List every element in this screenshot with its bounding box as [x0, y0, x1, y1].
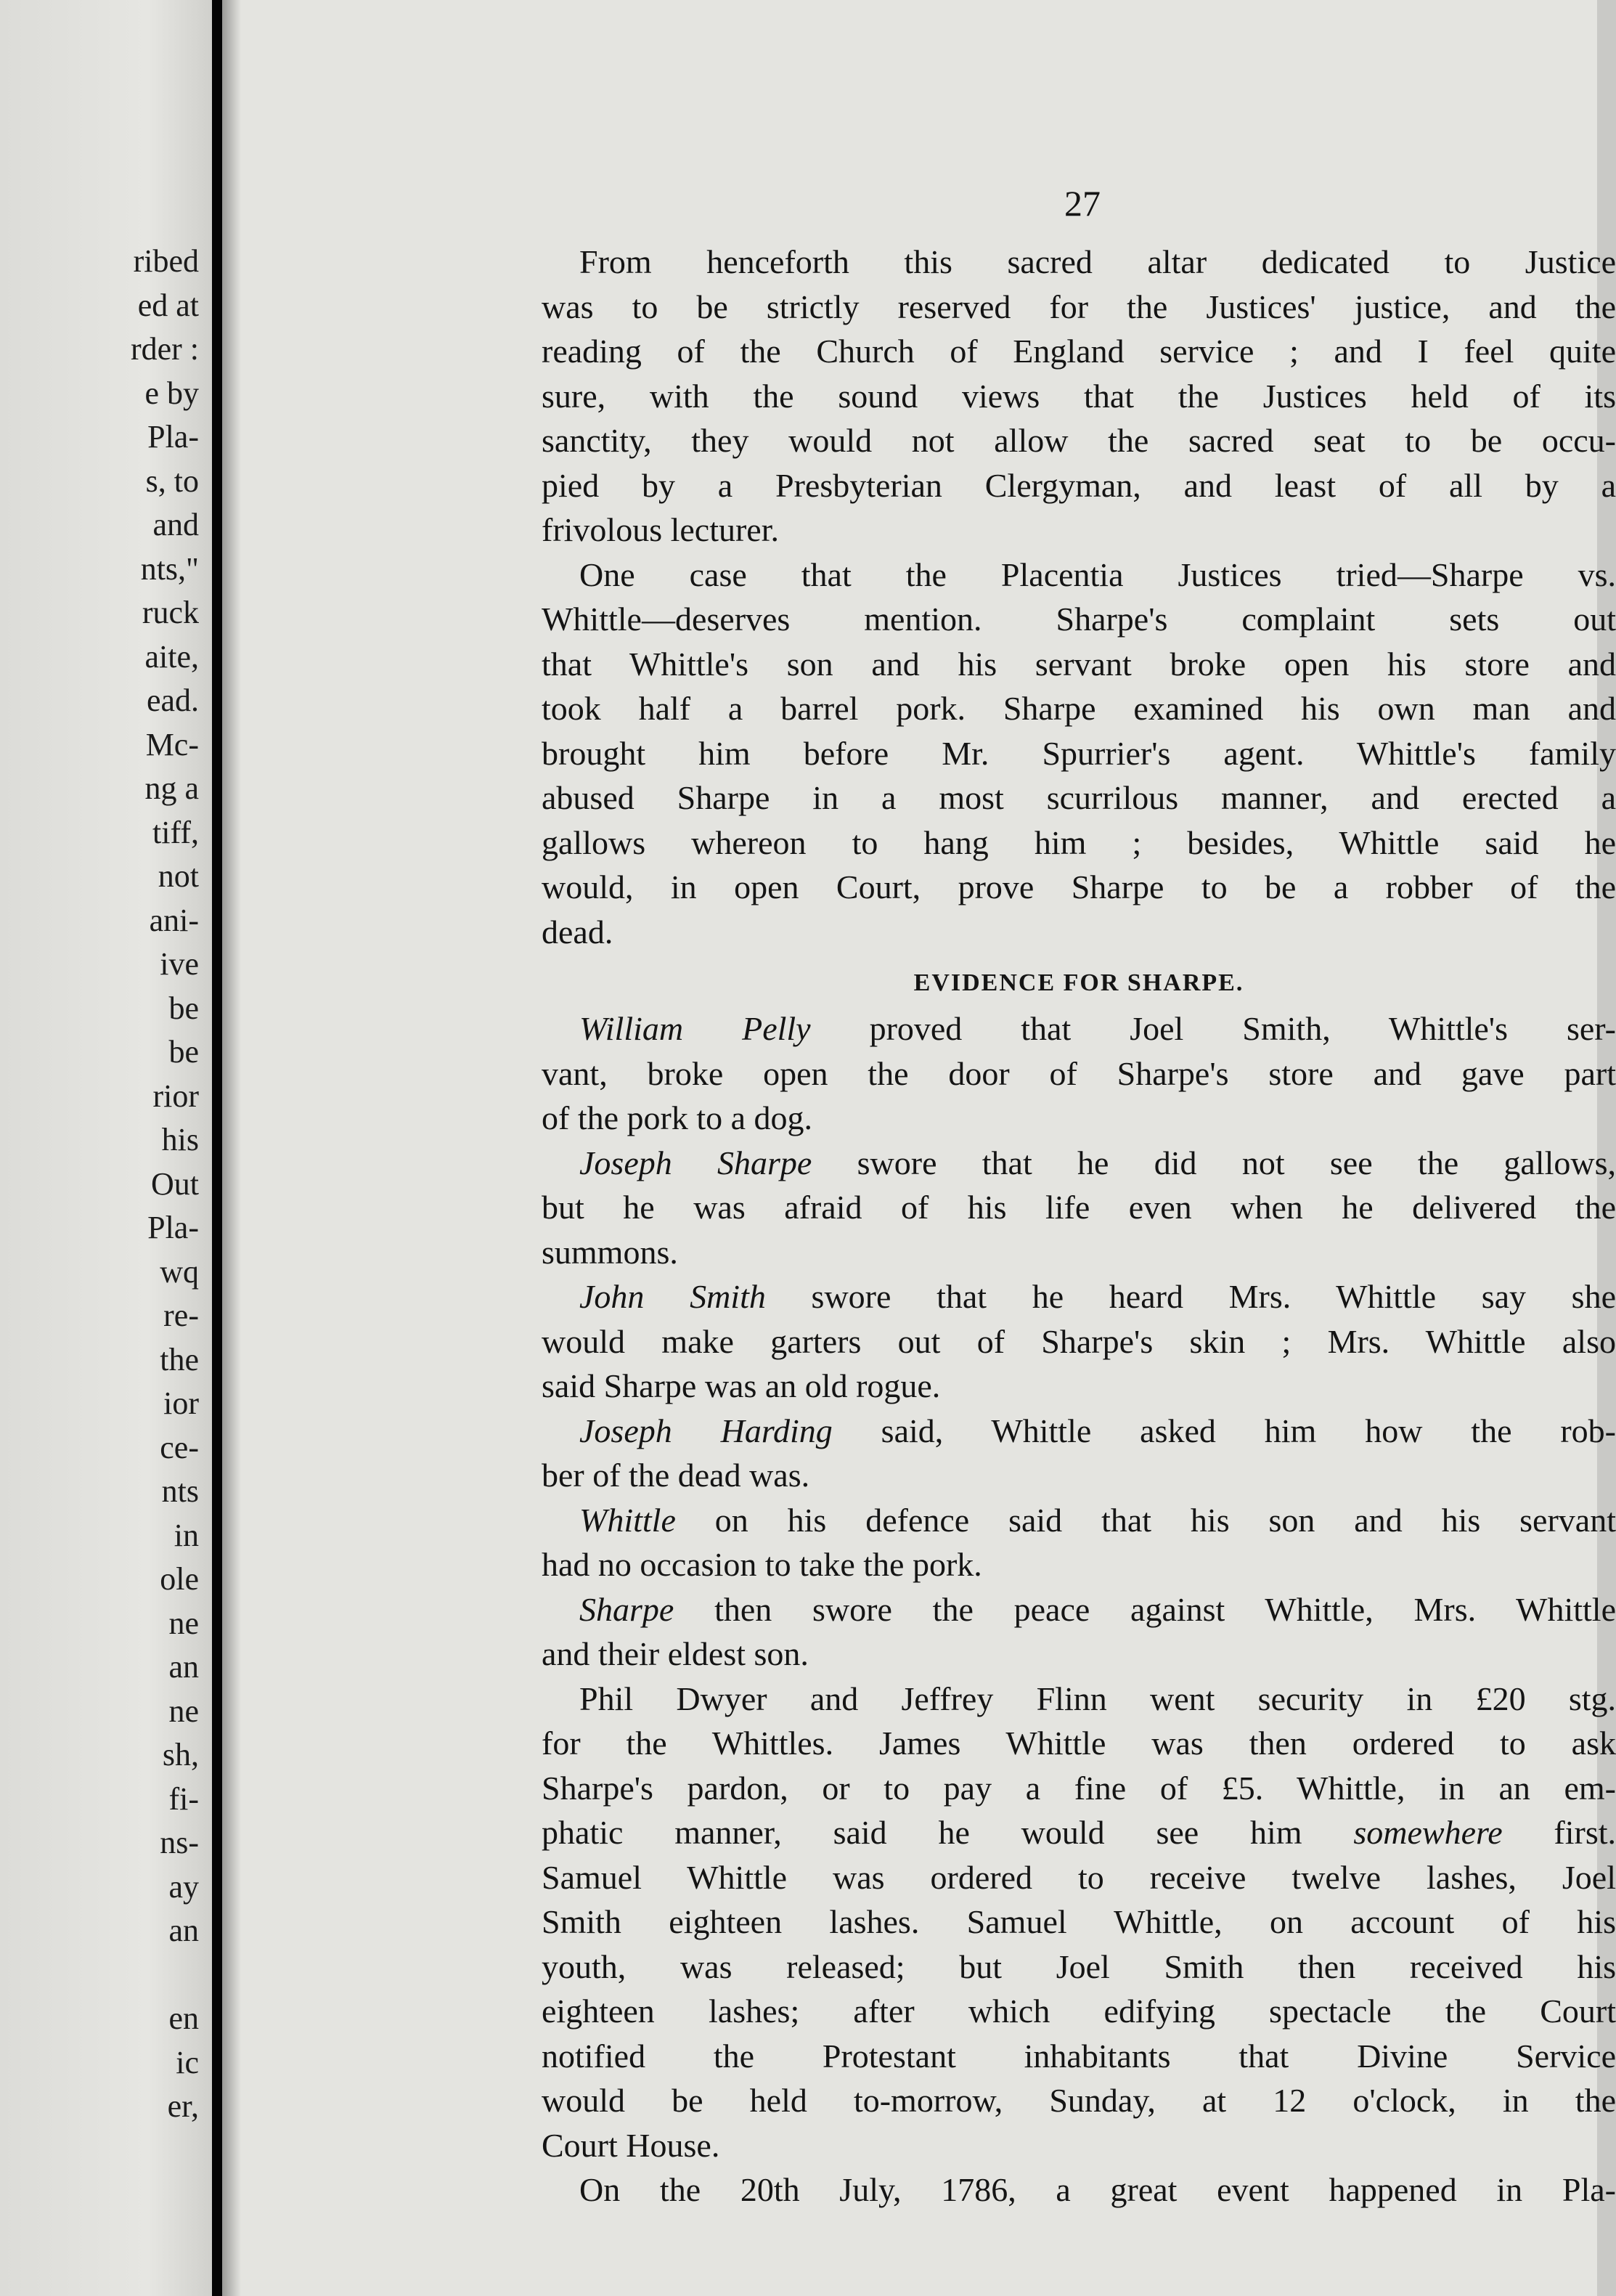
text-line: Phil Dwyer and Jeffrey Flinn went security in £20 stg. [579, 1680, 1616, 1717]
text-line: and their eldest son. [542, 1635, 809, 1672]
line-text: then swore the peace against Whittle, Mrs. Whittle [674, 1590, 1616, 1628]
text-line: reading of the Church of England service ; and I feel quite [542, 333, 1616, 370]
text-line: Smith eighteen lashes. Samuel Whittle, on account of his [542, 1903, 1616, 1940]
text-line: Court House. [542, 2126, 720, 2164]
text-line [542, 1587, 1616, 1632]
left-page-fragment: Mc- [145, 726, 199, 762]
evidence-joseph-sharpe [542, 1141, 1616, 1275]
line-text: phatic manner, said he would see him [542, 1814, 1354, 1851]
text-line: summons. [542, 1233, 678, 1271]
left-page-fragment [131, 1953, 199, 1998]
text-line [542, 1498, 1616, 1543]
left-page-fragment: re- [163, 1298, 199, 1333]
left-page-fragment: ribed [133, 243, 199, 279]
left-page-fragment: wq [160, 1253, 199, 1290]
emphasis-text: somewhere [1353, 1814, 1503, 1851]
text-line: On the 20th July, 1786, a great event happened in Pla- [579, 2171, 1616, 2208]
left-page-fragment: his [161, 1122, 199, 1157]
text-line: would make garters out of Sharpe's skin ; Mrs. Whittle also [542, 1322, 1616, 1360]
text-line: youth, was released; but Joel Smith then received his [542, 1947, 1616, 1985]
left-page-fragment: rder : [130, 331, 199, 367]
evidence-whittle [542, 1498, 1616, 1587]
left-page-fragment: ay [168, 1868, 199, 1905]
left-page-fragment: ani- [149, 902, 199, 938]
left-page-fragment: not [158, 858, 199, 894]
left-facing-page [0, 0, 212, 2296]
left-page-fragment: ed at [137, 287, 199, 323]
left-page-fragment: and [152, 507, 199, 542]
evidence-joseph-harding [542, 1409, 1616, 1498]
speaker-name: William Pelly [579, 1010, 811, 1047]
text-line: gallows whereon to hang him ; besides, Whittle said he [542, 823, 1616, 861]
page-number: 27 [1064, 183, 1101, 224]
left-page-fragment: ng a [144, 770, 199, 806]
body-text [542, 240, 1616, 2212]
line-text: first. [1502, 1814, 1616, 1851]
left-page-fragment: Out [151, 1165, 199, 1202]
text-line: said Sharpe was an old rogue. [542, 1367, 941, 1404]
left-page-fragment: rior [152, 1078, 199, 1114]
speaker-name: Sharpe [579, 1590, 674, 1628]
text-line [542, 1274, 1616, 1319]
line-text: proved that Joel Smith, Whittle's ser- [810, 1010, 1616, 1047]
text-line: had no occasion to take the pork. [542, 1546, 982, 1583]
left-page-fragment: fi- [168, 1780, 199, 1817]
text-line [542, 1006, 1616, 1051]
text-line [542, 1141, 1616, 1186]
text-line [542, 1409, 1616, 1454]
text-line: would be held to-morrow, Sunday, at 12 o'clock, in the [542, 2082, 1616, 2119]
left-page-fragment: be [168, 990, 199, 1026]
text-line: abused Sharpe in a most scurrilous manner, and erected a [542, 779, 1616, 816]
book-gutter [212, 0, 222, 2296]
left-page-fragment: ne [168, 1605, 199, 1641]
left-page-fragment: tiff, [152, 814, 199, 850]
evidence-william-pelly [542, 1006, 1616, 1141]
text-line: for the Whittles. James Whittle was then ordered to ask [542, 1725, 1616, 1762]
left-page-fragment: sh, [162, 1737, 199, 1772]
speaker-name: John Smith [579, 1278, 766, 1315]
text-line: sanctity, they would not allow the sacred seat to be occu- [542, 422, 1616, 459]
left-page-fragment: en [168, 2000, 199, 2036]
left-page-fragment: ive [160, 946, 199, 982]
line-text: swore that he did not see the gallows, [812, 1144, 1616, 1181]
text-line: dead. [542, 913, 613, 950]
text-line: From henceforth this sacred altar dedicated to Justice [579, 243, 1616, 280]
text-line: Sharpe's pardon, or to pay a fine of £5. Whittle, in an em- [542, 1769, 1616, 1807]
line-text: on his defence said that his son and his servant [675, 1501, 1616, 1539]
left-page-fragment: s, to [145, 463, 199, 499]
text-line: frivolous lecturer. [542, 511, 780, 548]
text-line: Whittle—deserves mention. Sharpe's complaint sets out [542, 601, 1616, 638]
left-page-fragment: an [168, 1649, 199, 1685]
left-page-fragment: ce- [160, 1429, 199, 1465]
left-page-fragment: aite, [144, 638, 199, 675]
text-line: vant, broke open the door of Sharpe's store and gave part [542, 1054, 1616, 1092]
paragraph-3 [542, 1677, 1616, 2168]
left-page-fragment: be [168, 1034, 199, 1070]
paragraph-1 [542, 240, 1616, 553]
left-page-fragment: ne [168, 1693, 199, 1729]
text-line [542, 1810, 1616, 1855]
text-line: One case that the Placentia Justices tried—Sharpe vs. [579, 555, 1616, 593]
text-line: would, in open Court, prove Sharpe to be a robber of the [542, 868, 1616, 905]
left-page-fragment: an [168, 1913, 199, 1948]
section-heading: EVIDENCE FOR SHARPE. [913, 969, 1244, 996]
left-page-fragment: ole [160, 1561, 199, 1597]
left-page-fragment: Pla- [147, 419, 199, 455]
left-page-fragment: e by [144, 375, 199, 411]
text-line: pied by a Presbyterian Clergyman, and least of all by a [542, 466, 1616, 504]
text-line: of the pork to a dog. [542, 1099, 813, 1136]
gutter-shadow [222, 0, 241, 2296]
left-page-text-fragments [131, 240, 199, 2129]
text-line: sure, with the sound views that the Justices held of its [542, 377, 1616, 415]
speaker-name: Joseph Sharpe [579, 1144, 812, 1181]
text-line: took half a barrel pork. Sharpe examined his own man and [542, 690, 1616, 727]
left-page-fragment: nts [161, 1473, 199, 1509]
left-page-fragment: ead. [146, 683, 199, 718]
left-page-fragment: in [174, 1517, 199, 1553]
text-line: was to be strictly reserved for the Justices' justice, and the [542, 288, 1616, 325]
left-page-fragment: the [160, 1341, 199, 1377]
left-page-fragment: ior [163, 1385, 199, 1421]
paragraph-2 [542, 553, 1616, 955]
left-page-fragment: ns- [160, 1825, 199, 1860]
text-line: ber of the dead was. [542, 1457, 810, 1494]
left-page-fragment: ic [176, 2044, 199, 2080]
text-line: brought him before Mr. Spurrier's agent. Whittle's family [542, 734, 1616, 772]
left-page-fragment: Pla- [147, 1210, 199, 1245]
speaker-name: Joseph Harding [579, 1412, 833, 1449]
text-line: Samuel Whittle was ordered to receive twelve lashes, Joel [542, 1858, 1616, 1896]
paragraph-4 [542, 2167, 1616, 2212]
left-page-fragment: nts," [140, 550, 199, 587]
left-page-fragment: er, [167, 2088, 199, 2124]
evidence-sharpe [542, 1587, 1616, 1677]
text-line: notified the Protestant inhabitants that Divine Service [542, 2037, 1616, 2075]
main-page [222, 0, 1616, 2296]
line-text: swore that he heard Mrs. Whittle say she [765, 1278, 1616, 1315]
text-line: but he was afraid of his life even when he delivered the [542, 1189, 1616, 1226]
line-text: said, Whittle asked him how the rob- [832, 1412, 1616, 1449]
text-line: eighteen lashes; after which edifying spectacle the Court [542, 1992, 1616, 2030]
left-page-fragment: ruck [142, 595, 199, 630]
speaker-name: Whittle [579, 1501, 676, 1539]
text-line: that Whittle's son and his servant broke open his store and [542, 645, 1616, 683]
evidence-john-smith [542, 1274, 1616, 1409]
